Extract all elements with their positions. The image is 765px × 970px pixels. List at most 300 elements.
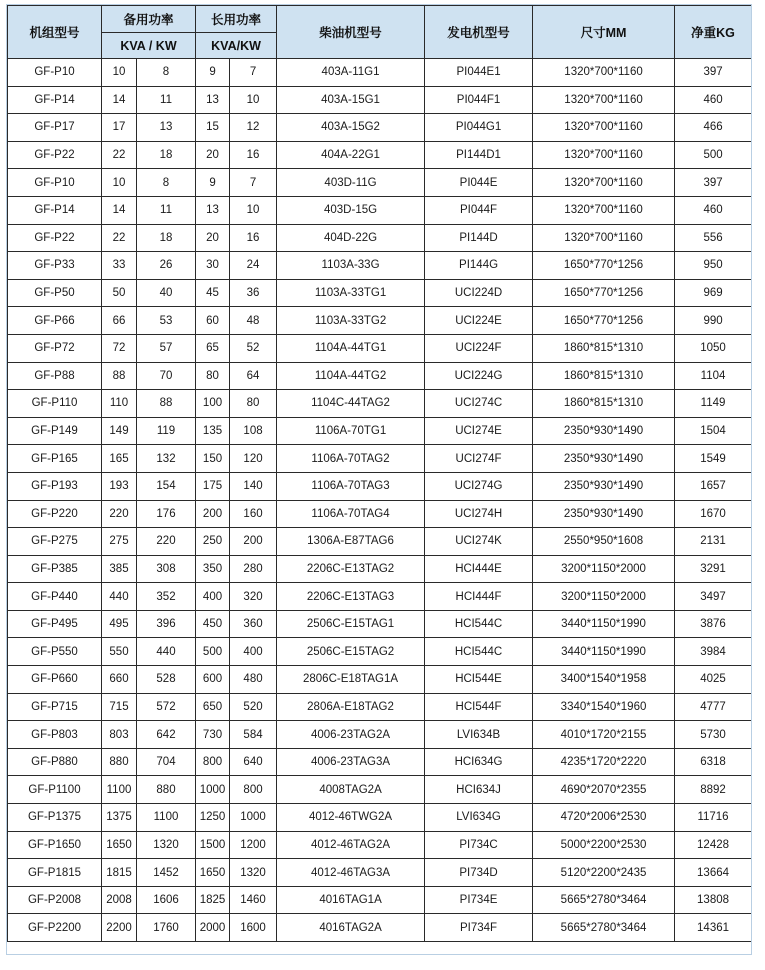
cell-standby-kw: 528 [137,666,196,694]
table-row [8,886,752,914]
cell-prime-kva: 15 [196,114,230,142]
cell-standby-kw: 8 [137,169,196,197]
cell-prime-kw: 10 [230,196,277,224]
cell-engine-model: 1103A-33G [277,252,425,280]
cell-prime-kva: 100 [196,390,230,418]
cell-engine-model: 1104A-44TG1 [277,334,425,362]
table-row [8,748,752,776]
table-row [8,59,752,87]
cell-dimensions: 1320*700*1160 [533,141,675,169]
cell-dimensions: 5665*2780*3464 [533,914,675,942]
cell-model: GF-P550 [8,638,102,666]
cell-dimensions: 3340*1540*1960 [533,693,675,721]
table-row [8,417,752,445]
cell-net-weight: 460 [675,196,752,224]
spec-table-container [7,5,752,942]
cell-standby-kva: 22 [102,141,137,169]
cell-prime-kva: 45 [196,279,230,307]
cell-standby-kw: 1606 [137,886,196,914]
cell-standby-kw: 1760 [137,914,196,942]
table-row [8,610,752,638]
cell-alternator-model: UCI224G [425,362,533,390]
cell-prime-kw: 7 [230,59,277,87]
cell-prime-kw: 160 [230,500,277,528]
cell-standby-kva: 14 [102,196,137,224]
cell-model: GF-P440 [8,583,102,611]
cell-net-weight: 11716 [675,804,752,832]
cell-alternator-model: PI044F1 [425,86,533,114]
cell-prime-kva: 1825 [196,886,230,914]
cell-model: GF-P193 [8,472,102,500]
cell-engine-model: 1104C-44TAG2 [277,390,425,418]
table-row [8,445,752,473]
cell-standby-kva: 50 [102,279,137,307]
cell-engine-model: 1104A-44TG2 [277,362,425,390]
cell-alternator-model: LVI634G [425,804,533,832]
cell-alternator-model: PI734C [425,831,533,859]
cell-standby-kva: 495 [102,610,137,638]
cell-net-weight: 3291 [675,555,752,583]
cell-prime-kw: 16 [230,224,277,252]
cell-prime-kw: 48 [230,307,277,335]
cell-model: GF-P22 [8,224,102,252]
cell-alternator-model: HCI634J [425,776,533,804]
cell-model: GF-P165 [8,445,102,473]
cell-model: GF-P10 [8,59,102,87]
table-row [8,334,752,362]
cell-standby-kva: 660 [102,666,137,694]
cell-prime-kva: 1650 [196,859,230,887]
cell-standby-kw: 352 [137,583,196,611]
cell-net-weight: 1549 [675,445,752,473]
cell-alternator-model: UCI224E [425,307,533,335]
cell-engine-model: 2206C-E13TAG3 [277,583,425,611]
cell-engine-model: 2506C-E15TAG1 [277,610,425,638]
cell-prime-kva: 9 [196,59,230,87]
cell-standby-kva: 1375 [102,804,137,832]
cell-model: GF-P10 [8,169,102,197]
cell-prime-kva: 80 [196,362,230,390]
table-row [8,472,752,500]
cell-model: GF-P385 [8,555,102,583]
cell-prime-kva: 20 [196,224,230,252]
cell-prime-kva: 9 [196,169,230,197]
table-row [8,390,752,418]
cell-prime-kva: 13 [196,196,230,224]
table-row [8,141,752,169]
cell-engine-model: 4006-23TAG2A [277,721,425,749]
cell-prime-kva: 800 [196,748,230,776]
cell-prime-kw: 584 [230,721,277,749]
cell-standby-kw: 440 [137,638,196,666]
cell-standby-kva: 275 [102,528,137,556]
cell-standby-kw: 1100 [137,804,196,832]
cell-prime-kva: 13 [196,86,230,114]
cell-standby-kw: 11 [137,86,196,114]
table-row [8,721,752,749]
cell-model: GF-P803 [8,721,102,749]
cell-dimensions: 1860*815*1310 [533,390,675,418]
cell-net-weight: 1670 [675,500,752,528]
table-row [8,196,752,224]
cell-engine-model: 4012-46TWG2A [277,804,425,832]
cell-dimensions: 3400*1540*1958 [533,666,675,694]
cell-model: GF-P33 [8,252,102,280]
cell-prime-kw: 24 [230,252,277,280]
cell-dimensions: 1320*700*1160 [533,114,675,142]
cell-alternator-model: PI044G1 [425,114,533,142]
table-row [8,583,752,611]
cell-dimensions: 5120*2200*2435 [533,859,675,887]
cell-alternator-model: UCI274C [425,390,533,418]
cell-engine-model: 403A-11G1 [277,59,425,87]
cell-prime-kw: 80 [230,390,277,418]
cell-standby-kva: 22 [102,224,137,252]
cell-standby-kw: 220 [137,528,196,556]
cell-prime-kva: 60 [196,307,230,335]
table-row [8,500,752,528]
cell-net-weight: 14361 [675,914,752,942]
cell-net-weight: 2131 [675,528,752,556]
cell-model: GF-P1815 [8,859,102,887]
table-header [8,6,752,59]
cell-alternator-model: UCI274E [425,417,533,445]
cell-net-weight: 4777 [675,693,752,721]
cell-prime-kva: 730 [196,721,230,749]
cell-standby-kw: 18 [137,141,196,169]
cell-net-weight: 466 [675,114,752,142]
cell-standby-kw: 18 [137,224,196,252]
cell-standby-kw: 572 [137,693,196,721]
cell-dimensions: 3200*1150*2000 [533,555,675,583]
cell-model: GF-P88 [8,362,102,390]
cell-net-weight: 12428 [675,831,752,859]
cell-standby-kva: 17 [102,114,137,142]
cell-engine-model: 404A-22G1 [277,141,425,169]
cell-alternator-model: HCI544C [425,638,533,666]
cell-standby-kva: 149 [102,417,137,445]
cell-standby-kva: 193 [102,472,137,500]
cell-dimensions: 2350*930*1490 [533,500,675,528]
cell-standby-kva: 66 [102,307,137,335]
cell-engine-model: 403D-15G [277,196,425,224]
cell-engine-model: 4006-23TAG3A [277,748,425,776]
header-standby-units: KVA / KW [102,33,196,59]
cell-prime-kva: 30 [196,252,230,280]
header-prime-units: KVA/KW [196,33,277,59]
cell-prime-kva: 600 [196,666,230,694]
cell-dimensions: 4720*2006*2530 [533,804,675,832]
cell-dimensions: 1320*700*1160 [533,196,675,224]
cell-dimensions: 1650*770*1256 [533,279,675,307]
cell-alternator-model: PI044E1 [425,59,533,87]
cell-model: GF-P50 [8,279,102,307]
cell-dimensions: 3200*1150*2000 [533,583,675,611]
cell-net-weight: 13808 [675,886,752,914]
cell-net-weight: 1050 [675,334,752,362]
cell-net-weight: 13664 [675,859,752,887]
cell-standby-kw: 132 [137,445,196,473]
cell-prime-kw: 1200 [230,831,277,859]
cell-alternator-model: UCI224D [425,279,533,307]
cell-net-weight: 4025 [675,666,752,694]
cell-prime-kva: 200 [196,500,230,528]
table-row [8,224,752,252]
cell-standby-kva: 715 [102,693,137,721]
cell-alternator-model: HCI634G [425,748,533,776]
table-row [8,279,752,307]
table-row [8,86,752,114]
cell-alternator-model: UCI224F [425,334,533,362]
cell-prime-kva: 175 [196,472,230,500]
cell-model: GF-P14 [8,196,102,224]
cell-standby-kva: 1650 [102,831,137,859]
cell-standby-kw: 8 [137,59,196,87]
cell-engine-model: 4016TAG2A [277,914,425,942]
cell-standby-kva: 10 [102,59,137,87]
cell-standby-kva: 550 [102,638,137,666]
cell-alternator-model: HCI444E [425,555,533,583]
cell-dimensions: 2350*930*1490 [533,445,675,473]
cell-net-weight: 1104 [675,362,752,390]
table-row [8,555,752,583]
cell-engine-model: 2206C-E13TAG2 [277,555,425,583]
cell-engine-model: 1306A-E87TAG6 [277,528,425,556]
cell-standby-kw: 308 [137,555,196,583]
cell-prime-kva: 20 [196,141,230,169]
cell-standby-kva: 880 [102,748,137,776]
header-alternator-model: 发电机型号 [425,6,533,59]
table-row [8,528,752,556]
header-model: 机组型号 [8,6,102,59]
cell-alternator-model: PI144D1 [425,141,533,169]
cell-standby-kw: 704 [137,748,196,776]
cell-prime-kw: 120 [230,445,277,473]
cell-model: GF-P660 [8,666,102,694]
cell-prime-kva: 500 [196,638,230,666]
cell-alternator-model: UCI274G [425,472,533,500]
cell-prime-kva: 1250 [196,804,230,832]
cell-prime-kw: 320 [230,583,277,611]
cell-prime-kw: 16 [230,141,277,169]
cell-net-weight: 500 [675,141,752,169]
cell-model: GF-P17 [8,114,102,142]
cell-prime-kw: 400 [230,638,277,666]
cell-model: GF-P72 [8,334,102,362]
cell-standby-kva: 88 [102,362,137,390]
cell-net-weight: 3876 [675,610,752,638]
cell-standby-kw: 88 [137,390,196,418]
cell-net-weight: 460 [675,86,752,114]
cell-standby-kva: 385 [102,555,137,583]
cell-prime-kva: 150 [196,445,230,473]
cell-engine-model: 1106A-70TAG4 [277,500,425,528]
cell-standby-kw: 53 [137,307,196,335]
cell-prime-kva: 1000 [196,776,230,804]
cell-alternator-model: HCI544F [425,693,533,721]
cell-alternator-model: PI044E [425,169,533,197]
cell-dimensions: 2350*930*1490 [533,417,675,445]
cell-engine-model: 403A-15G1 [277,86,425,114]
cell-prime-kva: 350 [196,555,230,583]
cell-engine-model: 4008TAG2A [277,776,425,804]
cell-alternator-model: HCI444F [425,583,533,611]
header-engine-model: 柴油机型号 [277,6,425,59]
cell-standby-kw: 40 [137,279,196,307]
cell-engine-model: 2806C-E18TAG1A [277,666,425,694]
cell-dimensions: 4010*1720*2155 [533,721,675,749]
cell-dimensions: 1860*815*1310 [533,334,675,362]
header-net-weight: 净重KG [675,6,752,59]
cell-alternator-model: PI144D [425,224,533,252]
cell-prime-kw: 108 [230,417,277,445]
table-row [8,169,752,197]
cell-model: GF-P149 [8,417,102,445]
cell-dimensions: 2350*930*1490 [533,472,675,500]
cell-standby-kw: 26 [137,252,196,280]
table-row [8,666,752,694]
cell-net-weight: 3497 [675,583,752,611]
cell-engine-model: 2806A-E18TAG2 [277,693,425,721]
cell-prime-kw: 1460 [230,886,277,914]
cell-standby-kva: 10 [102,169,137,197]
cell-standby-kva: 165 [102,445,137,473]
cell-prime-kva: 135 [196,417,230,445]
cell-prime-kw: 800 [230,776,277,804]
cell-prime-kw: 140 [230,472,277,500]
table-body [8,59,752,942]
cell-net-weight: 990 [675,307,752,335]
cell-standby-kva: 110 [102,390,137,418]
cell-prime-kw: 64 [230,362,277,390]
cell-standby-kva: 440 [102,583,137,611]
cell-net-weight: 397 [675,169,752,197]
cell-prime-kw: 52 [230,334,277,362]
cell-prime-kw: 280 [230,555,277,583]
cell-alternator-model: HCI544C [425,610,533,638]
cell-engine-model: 1103A-33TG1 [277,279,425,307]
cell-model: GF-P66 [8,307,102,335]
cell-dimensions: 3440*1150*1990 [533,610,675,638]
cell-standby-kw: 396 [137,610,196,638]
cell-standby-kw: 880 [137,776,196,804]
cell-net-weight: 950 [675,252,752,280]
cell-alternator-model: PI734E [425,886,533,914]
cell-engine-model: 4012-46TAG2A [277,831,425,859]
cell-engine-model: 1106A-70TAG2 [277,445,425,473]
cell-prime-kva: 250 [196,528,230,556]
cell-dimensions: 1320*700*1160 [533,169,675,197]
cell-model: GF-P2008 [8,886,102,914]
table-row [8,914,752,942]
cell-model: GF-P1650 [8,831,102,859]
cell-dimensions: 5665*2780*3464 [533,886,675,914]
cell-standby-kw: 70 [137,362,196,390]
cell-model: GF-P1375 [8,804,102,832]
cell-prime-kva: 650 [196,693,230,721]
cell-standby-kw: 57 [137,334,196,362]
cell-net-weight: 5730 [675,721,752,749]
cell-model: GF-P1100 [8,776,102,804]
cell-model: GF-P14 [8,86,102,114]
table-row [8,114,752,142]
cell-model: GF-P495 [8,610,102,638]
cell-prime-kva: 65 [196,334,230,362]
cell-standby-kw: 176 [137,500,196,528]
cell-dimensions: 4690*2070*2355 [533,776,675,804]
cell-prime-kw: 520 [230,693,277,721]
cell-dimensions: 3440*1150*1990 [533,638,675,666]
cell-standby-kva: 803 [102,721,137,749]
cell-engine-model: 404D-22G [277,224,425,252]
cell-standby-kva: 2008 [102,886,137,914]
cell-standby-kw: 1452 [137,859,196,887]
cell-model: GF-P275 [8,528,102,556]
cell-prime-kw: 1600 [230,914,277,942]
cell-engine-model: 2506C-E15TAG2 [277,638,425,666]
cell-dimensions: 1860*815*1310 [533,362,675,390]
cell-standby-kw: 13 [137,114,196,142]
cell-engine-model: 4012-46TAG3A [277,859,425,887]
cell-dimensions: 1320*700*1160 [533,59,675,87]
cell-net-weight: 6318 [675,748,752,776]
table-row [8,776,752,804]
cell-standby-kva: 2200 [102,914,137,942]
cell-standby-kw: 11 [137,196,196,224]
cell-prime-kva: 2000 [196,914,230,942]
cell-prime-kw: 1000 [230,804,277,832]
cell-prime-kw: 640 [230,748,277,776]
cell-standby-kw: 154 [137,472,196,500]
cell-net-weight: 1504 [675,417,752,445]
cell-model: GF-P715 [8,693,102,721]
cell-standby-kva: 14 [102,86,137,114]
cell-standby-kva: 220 [102,500,137,528]
cell-dimensions: 5000*2200*2530 [533,831,675,859]
cell-prime-kva: 450 [196,610,230,638]
header-standby-power: 备用功率 [102,6,196,33]
cell-model: GF-P220 [8,500,102,528]
cell-prime-kva: 1500 [196,831,230,859]
table-row [8,831,752,859]
cell-net-weight: 1657 [675,472,752,500]
cell-prime-kw: 480 [230,666,277,694]
cell-prime-kva: 400 [196,583,230,611]
cell-engine-model: 1103A-33TG2 [277,307,425,335]
cell-engine-model: 4016TAG1A [277,886,425,914]
cell-prime-kw: 1320 [230,859,277,887]
generator-spec-table [7,5,752,942]
cell-engine-model: 403A-15G2 [277,114,425,142]
cell-alternator-model: UCI274K [425,528,533,556]
cell-dimensions: 1650*770*1256 [533,252,675,280]
header-dimensions: 尺寸MM [533,6,675,59]
header-prime-power: 长用功率 [196,6,277,33]
cell-model: GF-P110 [8,390,102,418]
cell-net-weight: 397 [675,59,752,87]
table-row [8,362,752,390]
cell-prime-kw: 360 [230,610,277,638]
table-row [8,859,752,887]
cell-alternator-model: HCI544E [425,666,533,694]
cell-prime-kw: 7 [230,169,277,197]
cell-alternator-model: PI144G [425,252,533,280]
cell-standby-kva: 33 [102,252,137,280]
cell-net-weight: 969 [675,279,752,307]
cell-model: GF-P22 [8,141,102,169]
cell-dimensions: 1650*770*1256 [533,307,675,335]
table-row [8,252,752,280]
